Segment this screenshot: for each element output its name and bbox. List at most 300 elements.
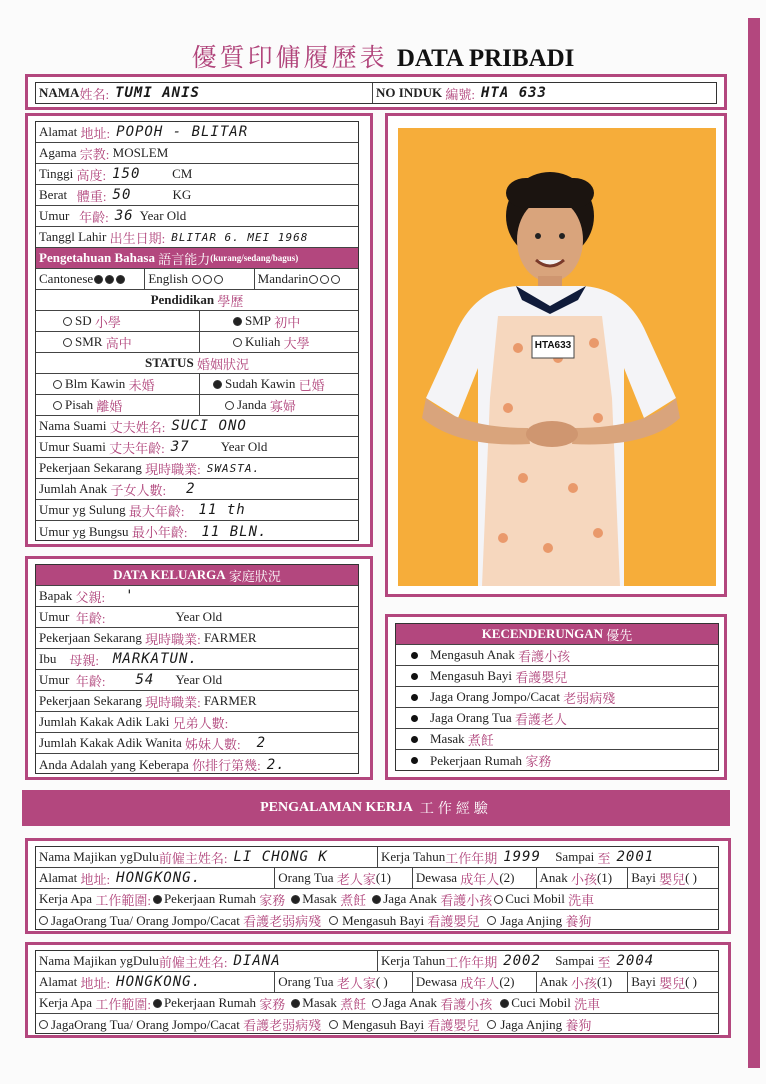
priority-item-label: Jaga Orang Tua — [430, 710, 512, 725]
job-1-dewasa-label: Dewasa — [415, 870, 458, 885]
task-masak-cn: 煮飪 — [340, 996, 367, 1012]
umur-label: Umur — [39, 208, 70, 223]
job-2-alamat-value: HONGKONG. — [116, 974, 201, 990]
edu-kuliah-label: Kuliah — [244, 334, 281, 349]
job-1-anjing-check-icon[interactable] — [487, 916, 496, 925]
task-masak-label: Masak — [302, 995, 337, 1010]
status-sudah-cell — [200, 374, 358, 394]
language-row — [36, 269, 358, 290]
portrait-illustration — [398, 128, 716, 586]
status-pisah-label: Pisah — [65, 397, 94, 412]
status-pisah-cn: 離婚 — [96, 398, 123, 414]
portrait-photo — [398, 128, 716, 586]
berat-row — [36, 185, 358, 206]
ibu-cn: 母親: — [69, 652, 99, 668]
job-1-dewasa-cell — [413, 868, 537, 888]
task-bayi-cn: 看護嬰兒 — [427, 1018, 480, 1033]
kerja-ibu-value: FARMER — [204, 693, 257, 708]
umur-bapak-unit: Year Old — [175, 609, 223, 624]
cantonese-level-1-icon[interactable] — [94, 275, 103, 284]
status-header-cn: 婚姻狀況 — [196, 356, 249, 372]
job-2-tahun-to: 2004 — [616, 953, 655, 969]
task-anjing-label: Jaga Anjing — [500, 1016, 563, 1032]
status-janda-label: Janda — [236, 397, 267, 412]
job-1-ortu-value: (1) — [375, 870, 391, 885]
agama-label: Agama — [39, 145, 77, 160]
bungsu-value: 11 BLN. — [201, 523, 268, 540]
status-header — [36, 353, 358, 374]
lahir-label-cn: 出生日期: — [109, 230, 166, 246]
job-1-dewasa-cn: 成年人 — [460, 871, 500, 887]
edu-smp-label: SMP — [244, 313, 271, 328]
priority-item — [396, 666, 718, 687]
ibu-label: Ibu — [39, 651, 57, 666]
suami-kerja-value: SWASTA. — [206, 461, 261, 475]
name-row — [35, 82, 717, 104]
kerja-ibu-cn: 現時職業: — [145, 694, 201, 710]
suami-kerja-label: Pekerjaan Sekarang — [39, 460, 142, 475]
induk-label-cn: 編號: — [445, 86, 475, 102]
priority-item — [396, 708, 718, 729]
side-stripe — [748, 18, 760, 1068]
job-2-bayi-value: ( ) — [685, 974, 698, 989]
task-anak-cn: 看護小孩 — [440, 892, 493, 908]
family-section — [25, 556, 373, 780]
agama-row — [36, 143, 358, 164]
task-anak-label: Jaga Anak — [383, 995, 437, 1010]
induk-label: NO INDUK — [376, 85, 443, 100]
tinggi-unit: CM — [172, 166, 193, 181]
berat-unit: KG — [172, 187, 192, 202]
priority-header-label: KECENDERUNGAN — [481, 626, 604, 641]
job-1-kerja-row-2 — [36, 910, 718, 931]
priority-item-cn: 煮飪 — [467, 732, 494, 748]
job-1-anak-cell — [537, 868, 629, 888]
status-pisah-cell — [36, 395, 200, 415]
kakak-wanita-row — [36, 733, 358, 754]
kakak-laki-row — [36, 712, 358, 733]
edu-kuliah-cell — [200, 332, 358, 352]
task-masak-cn: 煮飪 — [340, 892, 367, 908]
priority-item-label: Mengasuh Bayi — [430, 668, 512, 683]
language-header-note: (kurang/sedang/bagus) — [210, 253, 299, 263]
job-1-majikan-value: LI CHONG K — [233, 849, 328, 865]
task-jompo-cn: 看護老弱病殘 — [243, 914, 322, 929]
name-label: NAMA — [39, 85, 80, 100]
status-blm-cell — [36, 374, 200, 394]
kerja-bapak-row — [36, 628, 358, 649]
job-2-bayi-cn: 嬰兒 — [659, 975, 686, 991]
job-2-anak-cell — [537, 972, 629, 992]
umur-value: 36 — [114, 208, 134, 224]
english-level-1-icon[interactable] — [192, 275, 201, 284]
suami-nama-cn: 丈夫姓名: — [109, 419, 166, 435]
bullet-icon — [411, 715, 418, 722]
job-2-majikan-cn: 前僱主姓名: — [158, 954, 228, 970]
cantonese-level-3-icon[interactable] — [116, 275, 125, 284]
job-1-alamat-value: HONGKONG. — [116, 870, 201, 886]
umur-ibu-value: 54 — [135, 672, 155, 688]
job-2-ortu-cn: 老人家 — [336, 975, 376, 991]
job-2-kerja-cn: 工作範圍: — [95, 996, 151, 1012]
edu-kuliah-radio-icon[interactable] — [233, 338, 242, 347]
job-2-majikan-cell — [36, 951, 378, 971]
edu-smp-cn: 初中 — [274, 314, 301, 330]
berat-label-cn: 體重: — [76, 188, 107, 204]
job-2-majikan-value: DIANA — [233, 953, 281, 969]
family-header — [36, 565, 358, 586]
suami-kerja-row — [36, 458, 358, 479]
suami-umur-value: 37 — [170, 439, 190, 455]
education-row-2 — [36, 332, 358, 353]
bungsu-label: Umur yg Bungsu — [39, 523, 129, 539]
bapak-cn: 父親: — [75, 589, 106, 605]
family-header-cn: 家庭狀況 — [228, 568, 281, 584]
task-anak-label: Jaga Anak — [383, 891, 437, 906]
job-2-majikan-row — [36, 951, 718, 972]
job-1-masak-check-icon[interactable] — [291, 895, 300, 904]
suami-nama-value: SUCI ONO — [171, 418, 247, 434]
umur-ibu-row — [36, 670, 358, 691]
suami-nama-row — [36, 416, 358, 437]
edu-sd-cell — [36, 311, 200, 331]
sulung-cn: 最大年齡: — [128, 503, 185, 519]
lahir-row — [36, 227, 358, 248]
job-1-section — [25, 838, 731, 934]
edu-sd-radio-icon[interactable] — [63, 317, 72, 326]
keberapa-label: Anda Adalah yang Keberapa — [39, 756, 189, 772]
job-2-anjing-check-icon[interactable] — [487, 1020, 496, 1029]
bullet-icon — [411, 673, 418, 680]
bungsu-row — [36, 521, 358, 542]
kerja-ibu-row — [36, 691, 358, 712]
page-title — [0, 38, 766, 74]
mandarin-cell — [255, 269, 358, 289]
job-1-ortu-cn: 老人家 — [336, 871, 376, 887]
priority-item-label: Pekerjaan Rumah — [430, 752, 523, 768]
bapak-row — [36, 586, 358, 607]
english-level-2-icon[interactable] — [203, 275, 212, 284]
priority-item-label: Masak — [430, 731, 465, 746]
status-sudah-label: Sudah Kawin — [225, 376, 296, 391]
job-2-bayi-cell — [628, 972, 718, 992]
name-section — [25, 74, 727, 110]
job-2-jompo-check-icon[interactable] — [39, 1020, 48, 1029]
english-level-3-icon[interactable] — [214, 275, 223, 284]
umur-bapak-label: Umur — [39, 609, 70, 624]
personal-section — [25, 113, 373, 547]
job-2-alamat-label: Alamat — [39, 974, 78, 989]
induk-value: HTA 633 — [480, 85, 547, 101]
job-2-anak-label: Anak — [539, 974, 568, 989]
kerja-bapak-label: Pekerjaan Sekarang — [39, 630, 142, 645]
status-sudah-cn: 已婚 — [298, 377, 325, 393]
job-2-dewasa-cn: 成年人 — [460, 975, 500, 991]
kakak-laki-cn: 兄弟人數: — [172, 715, 229, 731]
edu-smr-cn: 高中 — [105, 335, 132, 351]
task-mobil-label: Cuci Mobil — [505, 891, 565, 906]
alamat-row — [36, 122, 358, 143]
job-2-ortu-label: Orang Tua — [278, 974, 334, 989]
kerja-ibu-label: Pekerjaan Sekarang — [39, 693, 142, 708]
job-2-tahun-cn: 工作年期 — [445, 954, 498, 970]
english-label: English — [148, 271, 189, 286]
priority-item-cn: 看護小孩 — [518, 648, 571, 664]
job-2-ortu-value: ( ) — [375, 974, 388, 989]
priority-item-label: Mengasuh Anak — [430, 647, 515, 662]
name-cell — [36, 83, 373, 103]
alamat-label-cn: 地址: — [80, 125, 111, 141]
education-header — [36, 290, 358, 311]
sulung-label: Umur yg Sulung — [39, 502, 126, 517]
title-english: DATA PRIBADI — [396, 45, 575, 72]
anak-cn: 子女人數: — [110, 482, 167, 498]
job-1-rumah-check-icon[interactable] — [153, 895, 162, 904]
personal-table — [35, 121, 359, 541]
job-1-kerja-row — [36, 889, 718, 910]
title-chinese: 優質印傭履歷表 — [191, 45, 388, 72]
priority-item-cn: 看護老人 — [514, 711, 567, 727]
ibu-value: MARKATUN. — [112, 651, 198, 667]
cantonese-label: Cantonese — [39, 271, 94, 286]
job-1-bayi-check-icon[interactable] — [329, 916, 338, 925]
experience-header-cn: 工作經驗 — [419, 802, 492, 817]
lahir-value: BLITAR 6. MEI 1968 — [171, 230, 309, 244]
alamat-value: POPOH - BLITAR — [116, 124, 249, 140]
suami-nama-label: Nama Suami — [39, 418, 107, 433]
job-1-bayi-label: Bayi — [631, 870, 656, 885]
kerja-bapak-cn: 現時職業: — [145, 631, 201, 647]
job-1-sampai-cn: 至 — [597, 850, 611, 866]
task-anak-cn: 看護小孩 — [440, 996, 493, 1012]
suami-umur-cn: 丈夫年齡: — [109, 440, 165, 456]
keberapa-value: 2. — [266, 756, 286, 773]
suami-umur-row — [36, 437, 358, 458]
job-2-bayi-label: Bayi — [631, 974, 656, 989]
job-1-alamat-row — [36, 868, 718, 889]
task-bayi-label: Mengasuh Bayi — [342, 1016, 425, 1032]
job-1-majikan-row — [36, 847, 718, 868]
status-blm-cn: 未婚 — [128, 377, 155, 393]
job-2-alamat-cell — [36, 972, 275, 992]
kakak-laki-label: Jumlah Kakak Adik Laki — [39, 714, 170, 729]
berat-value: 50 — [112, 187, 132, 203]
bullet-icon — [411, 757, 418, 764]
task-anjing-cn: 養狗 — [565, 1018, 592, 1033]
job-2-ortu-cell — [275, 972, 413, 992]
kakak-wanita-value: 2 — [256, 735, 267, 751]
kakak-wanita-label: Jumlah Kakak Adik Wanita — [39, 735, 182, 750]
status-sudah-radio-icon[interactable] — [213, 380, 222, 389]
job-1-jompo-check-icon[interactable] — [39, 916, 48, 925]
status-janda-radio-icon[interactable] — [225, 401, 234, 410]
education-header-cn: 學歷 — [217, 293, 244, 309]
job-2-section — [25, 942, 731, 1038]
job-1-tahun-label: Kerja Tahun — [381, 849, 446, 864]
job-2-masak-check-icon[interactable] — [291, 999, 300, 1008]
edu-smr-radio-icon[interactable] — [63, 338, 72, 347]
berat-label: Berat — [39, 187, 68, 202]
induk-cell — [373, 83, 716, 103]
family-table — [35, 564, 359, 774]
job-1-bayi-cn: 嬰兒 — [659, 871, 686, 887]
job-1-anak-check-icon[interactable] — [372, 895, 381, 904]
sulung-row — [36, 500, 358, 521]
status-row-1 — [36, 374, 358, 395]
edu-kuliah-cn: 大學 — [283, 335, 310, 351]
agama-label-cn: 宗教: — [79, 146, 110, 162]
job-1-bayi-value: ( ) — [685, 870, 698, 885]
bullet-icon — [411, 694, 418, 701]
job-1-tahun-cn: 工作年期 — [445, 850, 498, 866]
name-label-cn: 姓名: — [79, 86, 110, 102]
bapak-label: Bapak — [39, 588, 73, 603]
bungsu-cn: 最小年齡: — [131, 525, 188, 540]
umur-bapak-cn: 年齡: — [75, 610, 106, 626]
job-1-majikan-label: Nama Majikan ygDulu — [39, 849, 159, 864]
job-1-alamat-cell — [36, 868, 275, 888]
status-blm-radio-icon[interactable] — [53, 380, 62, 389]
job-1-ortu-label: Orang Tua — [278, 870, 334, 885]
status-header-label: STATUS — [145, 355, 194, 370]
job-1-tahun-from: 1999 — [503, 849, 541, 865]
umur-unit: Year Old — [139, 208, 187, 223]
task-jompo-label: JagaOrang Tua/ Orang Jompo/Cacat — [51, 912, 240, 928]
ibu-row — [36, 649, 358, 670]
job-1-mobil-check-icon[interactable] — [494, 895, 503, 904]
priority-header-cn: 優先 — [606, 627, 633, 643]
job-1-tahun-cell — [378, 847, 718, 867]
job-2-dewasa-label: Dewasa — [415, 974, 458, 989]
bapak-value: ' — [125, 588, 135, 604]
job-2-kerja-row-2 — [36, 1014, 718, 1035]
priority-item-label: Jaga Orang Jompo/Cacat — [430, 689, 560, 704]
job-2-bayi-check-icon[interactable] — [329, 1020, 338, 1029]
experience-header — [22, 790, 730, 826]
anak-label: Jumlah Anak — [39, 481, 108, 496]
task-rumah-label: Pekerjaan Rumah — [163, 891, 256, 906]
priority-item-cn: 看護嬰兒 — [515, 669, 568, 685]
cantonese-level-2-icon[interactable] — [105, 275, 114, 284]
agama-value: MOSLEM — [112, 145, 169, 160]
mandarin-level-2-icon[interactable] — [320, 275, 329, 284]
priority-header — [396, 624, 718, 645]
job-2-majikan-label: Nama Majikan ygDulu — [39, 953, 159, 968]
umur-ibu-unit: Year Old — [175, 672, 223, 687]
tinggi-value: 150 — [112, 166, 141, 182]
priority-item — [396, 645, 718, 666]
status-janda-cn: 寡婦 — [269, 398, 296, 414]
edu-smp-cell — [200, 311, 358, 331]
language-header-cn: 語言能力 — [158, 251, 211, 267]
job-2-tahun-label: Kerja Tahun — [381, 953, 446, 968]
job-1-majikan-cell — [36, 847, 378, 867]
status-row-2 — [36, 395, 358, 416]
english-cell — [145, 269, 254, 289]
job-2-anak-check-icon[interactable] — [372, 999, 381, 1008]
job-1-bayi-cell — [628, 868, 718, 888]
job-2-sampai-cn: 至 — [597, 954, 611, 970]
priority-item — [396, 750, 718, 771]
job-2-kerja-label: Kerja Apa — [39, 995, 93, 1010]
task-anjing-label: Jaga Anjing — [500, 912, 563, 928]
name-value: TUMI ANIS — [115, 85, 200, 101]
task-jompo-label: JagaOrang Tua/ Orang Jompo/Cacat — [51, 1016, 240, 1032]
job-2-rumah-check-icon[interactable] — [153, 999, 162, 1008]
job-1-dewasa-value: (2) — [499, 870, 515, 885]
photo-badge: HTA633 — [534, 340, 572, 351]
priority-section — [385, 614, 727, 780]
umur-bapak-row — [36, 607, 358, 628]
family-header-label: DATA KELUARGA — [113, 567, 226, 582]
task-mobil-cn: 洗車 — [574, 996, 601, 1012]
task-mobil-cn: 洗車 — [568, 892, 595, 908]
mandarin-label: Mandarin — [257, 271, 309, 286]
task-bayi-cn: 看護嬰兒 — [427, 914, 480, 929]
lahir-label: Tanggl Lahir — [39, 229, 107, 244]
job-2-dewasa-cell — [413, 972, 537, 992]
task-jompo-cn: 看護老弱病殘 — [243, 1018, 322, 1033]
job-2-anak-cn: 小孩 — [570, 975, 597, 991]
job-1-majikan-cn: 前僱主姓名: — [158, 850, 228, 866]
job-1-anak-cn: 小孩 — [570, 871, 597, 887]
task-rumah-label: Pekerjaan Rumah — [163, 995, 256, 1010]
suami-kerja-cn: 現時職業: — [145, 461, 201, 477]
priority-table — [395, 623, 719, 771]
job-1-kerja-label: Kerja Apa — [39, 891, 93, 906]
mandarin-level-1-icon[interactable] — [309, 275, 318, 284]
umur-row — [36, 206, 358, 227]
kakak-wanita-cn: 姊妹人數: — [185, 736, 241, 752]
edu-sd-label: SD — [75, 313, 92, 328]
suami-umur-unit: Year Old — [220, 439, 268, 454]
edu-smp-radio-icon[interactable] — [233, 317, 242, 326]
mandarin-level-3-icon[interactable] — [331, 275, 340, 284]
task-rumah-cn: 家務 — [259, 892, 286, 908]
priority-item — [396, 729, 718, 750]
bullet-icon — [411, 652, 418, 659]
job-1-sampai-label: Sampai — [555, 849, 595, 864]
edu-smr-cell — [36, 332, 200, 352]
status-pisah-radio-icon[interactable] — [53, 401, 62, 410]
cantonese-cell — [36, 269, 145, 289]
task-masak-label: Masak — [302, 891, 337, 906]
job-1-alamat-label: Alamat — [39, 870, 78, 885]
job-2-dewasa-value: (2) — [499, 974, 515, 989]
edu-sd-cn: 小學 — [94, 314, 121, 330]
job-2-tahun-cell — [378, 951, 718, 971]
keberapa-row — [36, 754, 358, 775]
job-1-tahun-to: 2001 — [616, 849, 655, 865]
anak-row — [36, 479, 358, 500]
suami-umur-label: Umur Suami — [39, 439, 106, 454]
tinggi-label-cn: 高度: — [76, 167, 107, 183]
job-2-sampai-label: Sampai — [555, 953, 595, 968]
umur-ibu-label: Umur — [39, 672, 70, 687]
priority-item — [396, 687, 718, 708]
job-2-table — [35, 950, 719, 1034]
job-2-alamat-row — [36, 972, 718, 993]
anak-value: 2 — [186, 481, 196, 497]
edu-smr-label: SMR — [75, 334, 103, 349]
job-1-alamat-cn: 地址: — [80, 871, 111, 887]
job-1-ortu-cell — [275, 868, 413, 888]
job-2-alamat-cn: 地址: — [80, 975, 111, 991]
job-2-mobil-check-icon[interactable] — [500, 999, 509, 1008]
task-anjing-cn: 養狗 — [565, 914, 592, 929]
umur-label-cn: 年齡: — [79, 209, 109, 225]
task-mobil-label: Cuci Mobil — [511, 995, 571, 1010]
